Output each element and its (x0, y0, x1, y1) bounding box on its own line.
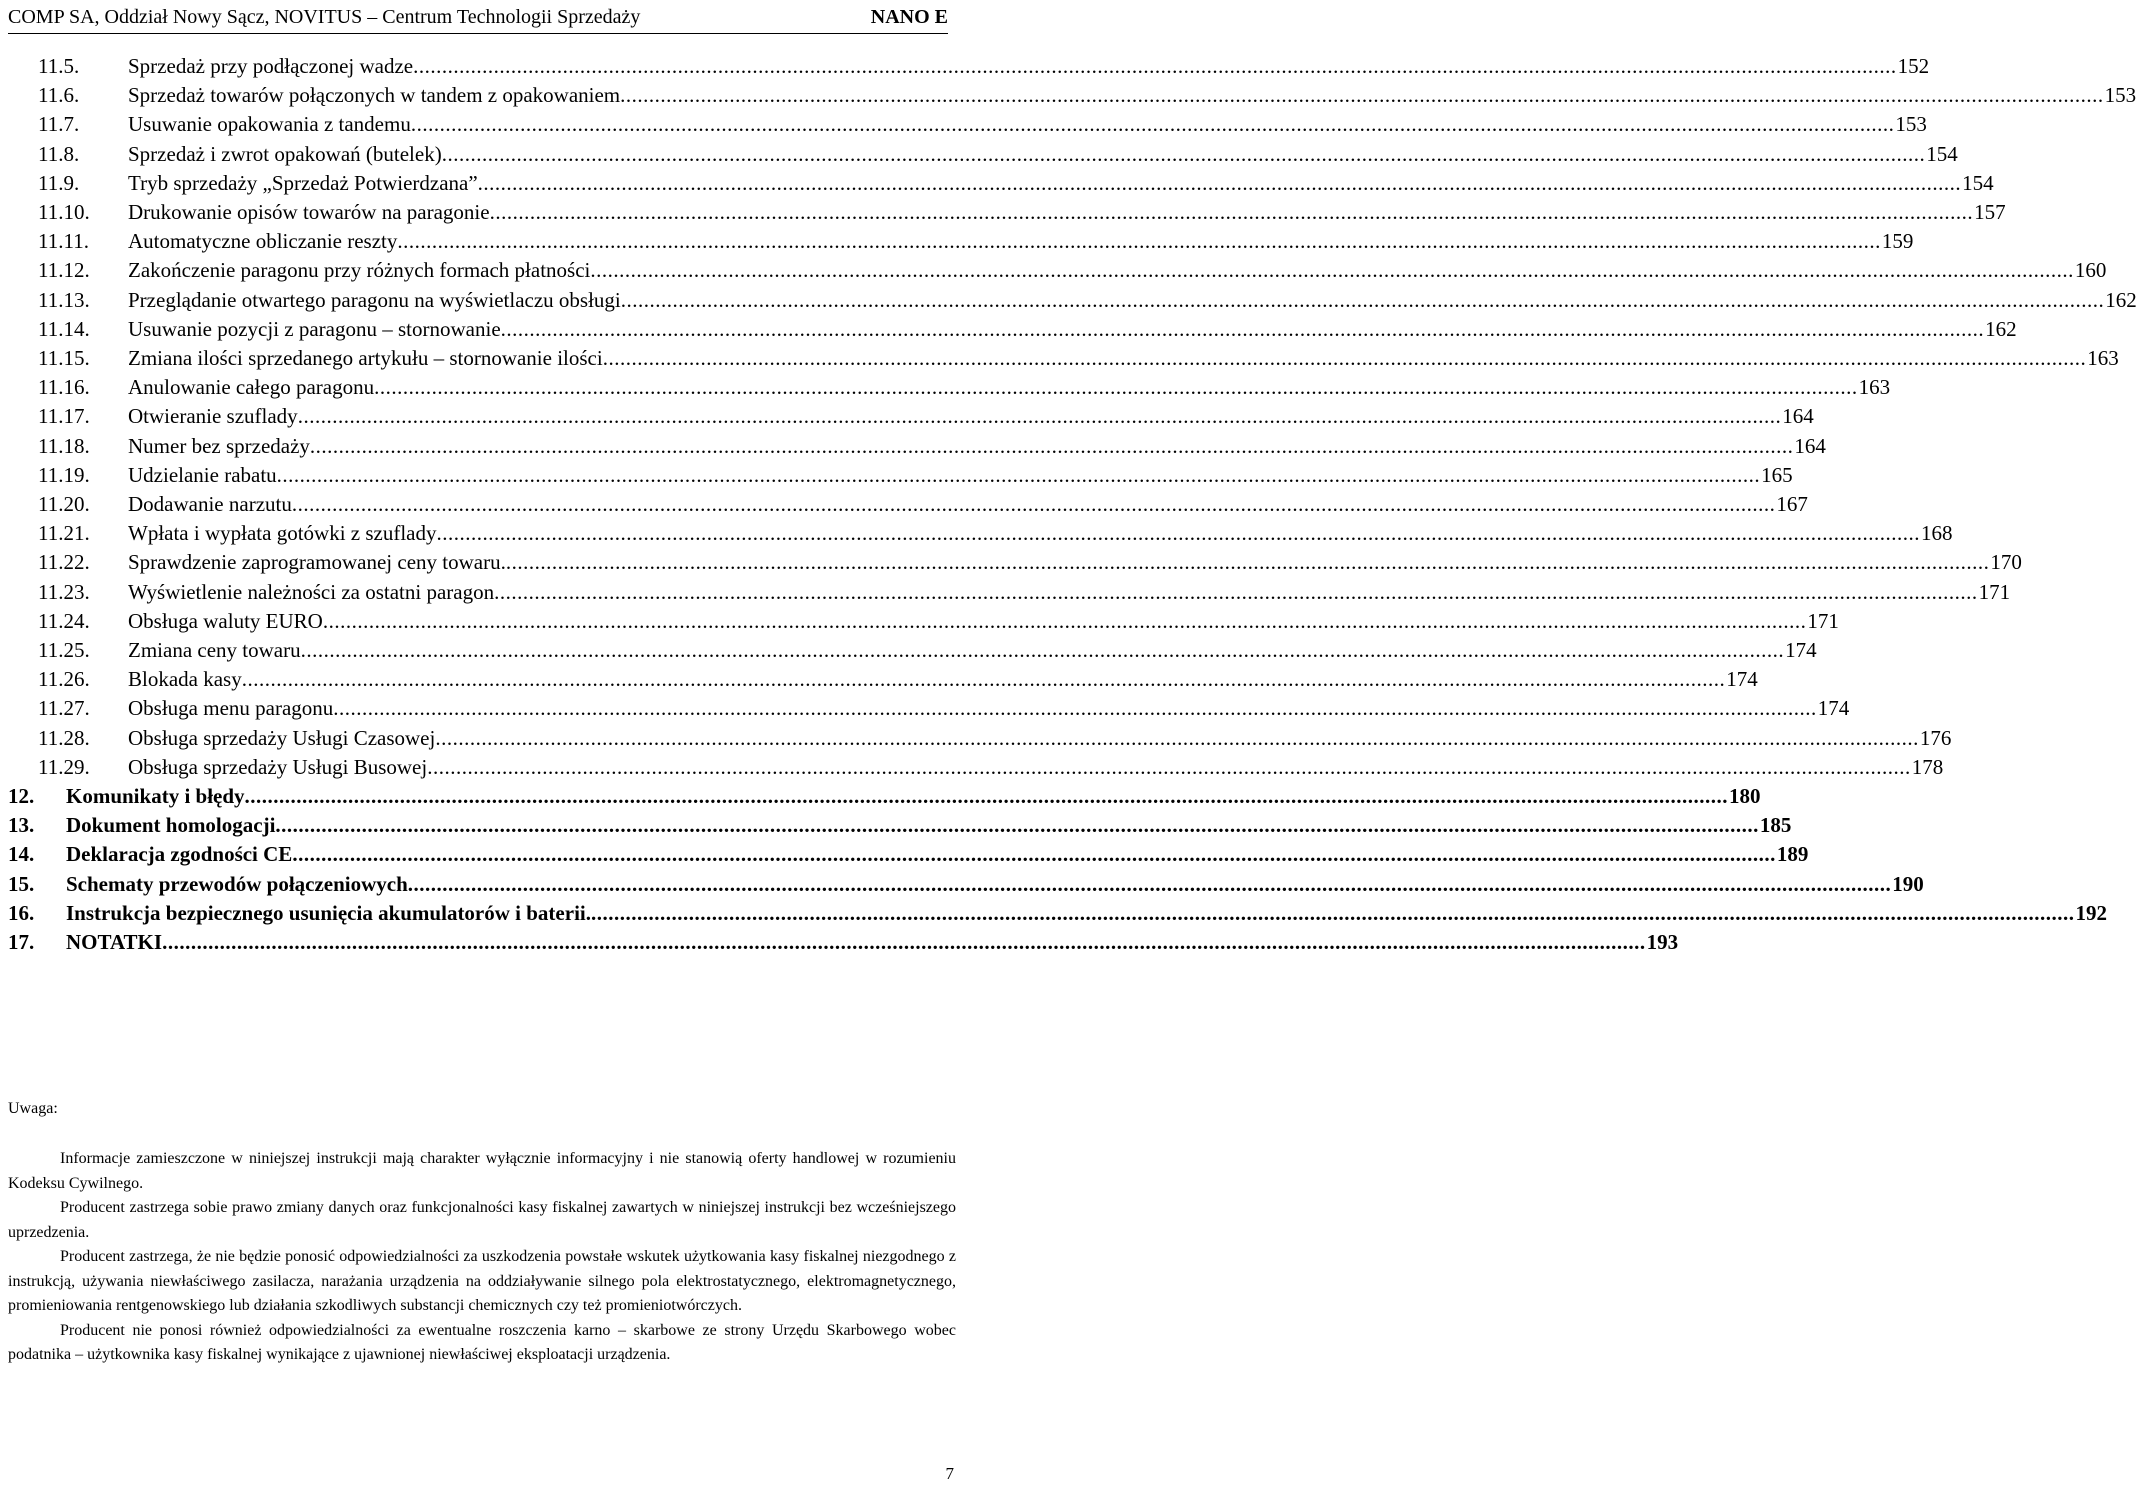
toc-entry-title: Usuwanie opakowania z tandemu (128, 112, 411, 137)
toc-entry-number: 11.19. (38, 462, 90, 487)
toc-entry-title: Deklaracja zgodności CE (66, 842, 293, 867)
toc-entry-title: Wpłata i wypłata gotówki z szuflady (128, 521, 437, 546)
toc-entry-number: 11.18. (38, 433, 90, 458)
toc-leader-dots (292, 840, 1776, 869)
toc-leader-dots (298, 402, 1782, 431)
toc-entry-page: 154 (1962, 170, 1994, 195)
toc-entry-number: 11.20. (38, 492, 90, 516)
toc-leader-dots (427, 753, 1911, 782)
toc-entry-number: 13. (8, 813, 35, 838)
toc-entry[interactable] (38, 52, 1930, 81)
toc-entry-page: 189 (1776, 842, 1809, 867)
toc-leader-dots (413, 52, 1897, 81)
notice-paragraph: Producent zastrzega sobie prawo zmiany danych oraz funkcjonalności kasy fiskalnej zawartych w niniejszej instrukcji bez wcześniejszego uprzedzenia. (8, 1199, 956, 1241)
toc-entry[interactable] (38, 286, 2137, 315)
toc-entry-number: 11.23. (38, 579, 90, 604)
toc-entry-number: 11.5. (38, 54, 80, 78)
toc-entry[interactable] (38, 315, 2017, 344)
toc-entry[interactable] (38, 402, 1814, 431)
toc-entry[interactable] (8, 870, 1924, 899)
toc-entry-title: Komunikaty i błędy (66, 784, 245, 808)
toc-leader-dots (621, 286, 2105, 315)
toc-entry[interactable] (38, 694, 1850, 723)
toc-leader-dots (591, 899, 2075, 928)
toc-leader-dots (501, 315, 1985, 344)
toc-entry-page: 163 (1858, 375, 1891, 400)
toc-entry[interactable] (38, 432, 1826, 461)
toc-entry-title: Numer bez sprzedaży (128, 433, 310, 458)
toc-entry[interactable] (38, 110, 1927, 139)
toc-entry-page: 171 (1978, 579, 2011, 604)
toc-entry[interactable] (38, 140, 1958, 169)
toc-entry-page: 174 (1817, 696, 1850, 721)
toc-entry-title: Automatyczne obliczanie reszty (128, 229, 398, 254)
toc-entry-title: Dodawanie narzutu (128, 492, 292, 516)
toc-entry-page: 153 (2104, 83, 2137, 108)
toc-entry[interactable] (38, 373, 1891, 402)
notice-paragraph: Producent zastrzega, że nie będzie ponosić odpowiedzialności za uszkodzenia powstałe wskutek użytkowania kasy fiskalnej niezgodnego z instrukcją, używania niewłaściwego zasilacza, narażania urządzenia na oddziaływanie silnego pola elektrostatycznego, elektromagnetycznego, promieniowania rentgenowskiego lub działania szkodliwych substancji chemicznych czy też promieniotwórczych. (8, 1248, 956, 1314)
toc-entry-number: 11.14. (38, 316, 90, 341)
toc-entry[interactable] (8, 928, 1679, 957)
toc-leader-dots (590, 256, 2074, 285)
notice-body (8, 1147, 956, 1368)
toc-entry-number: 11.21. (38, 521, 90, 546)
toc-entry-title: Obsługa sprzedaży Usługi Czasowej (128, 725, 436, 750)
toc-entry[interactable] (38, 519, 1953, 548)
toc-entry-title: Zmiana ceny towaru (128, 638, 301, 662)
toc-entry-title: Sprzedaż i zwrot opakowań (butelek) (128, 141, 442, 166)
toc-entry-page: 174 (1726, 667, 1758, 692)
toc-entry[interactable] (38, 169, 1994, 198)
toc-entry-number: 11.12. (38, 258, 90, 283)
toc-leader-dots (242, 665, 1726, 694)
toc-entry[interactable] (38, 227, 1914, 256)
toc-entry-title: Blokada kasy (128, 667, 242, 692)
toc-entry-title: Usuwanie pozycji z paragonu – stornowanie (128, 316, 501, 341)
toc-leader-dots (478, 169, 1962, 198)
toc-entry-page: 176 (1919, 725, 1952, 750)
toc-entry-number: 11.29. (38, 754, 90, 779)
toc-entry-page: 159 (1881, 229, 1914, 254)
toc-entry-page: 178 (1911, 754, 1944, 779)
toc-entry-title: Anulowanie całego paragonu (128, 375, 375, 400)
toc-entry-title: Sprzedaż przy podłączonej wadze (128, 54, 414, 78)
toc-entry-title: Drukowanie opisów towarów na paragonie (128, 200, 490, 224)
toc-entry-page: 160 (2074, 258, 2107, 283)
toc-entry-number: 11.7. (38, 112, 80, 137)
toc-entry-number: 11.22. (38, 550, 90, 575)
toc-entry-title: Tryb sprzedaży „Sprzedaż Potwierdzana” (128, 170, 478, 195)
toc-entry-title: NOTATKI (66, 930, 163, 954)
toc-entry-page: 190 (1892, 871, 1924, 896)
toc-entry-page: 154 (1926, 141, 1958, 166)
toc-leader-dots (245, 782, 1729, 811)
toc-entry[interactable] (38, 724, 1952, 753)
toc-entry-page: 185 (1759, 813, 1792, 838)
toc-entry[interactable] (38, 548, 2022, 577)
toc-entry[interactable] (38, 607, 1839, 636)
toc-entry-title: Instrukcja bezpiecznego usunięcia akumulatorów i baterii. (66, 900, 591, 925)
toc-entry[interactable] (38, 461, 1793, 490)
toc-leader-dots (374, 373, 1858, 402)
toc-entry-title: Wyświetlenie należności za ostatni paragon (128, 579, 495, 604)
toc-entry-title: Obsługa sprzedaży Usługi Busowej (128, 754, 428, 779)
toc-entry-page: 164 (1794, 433, 1826, 458)
toc-leader-dots (162, 928, 1646, 957)
toc-entry-page: 180 (1729, 784, 1761, 808)
toc-entry-number: 11.9. (38, 170, 80, 195)
toc-entry[interactable] (38, 81, 2137, 110)
toc-leader-dots (620, 81, 2104, 110)
page-number: 7 (945, 1464, 954, 1483)
toc-entry-number: 15. (8, 871, 35, 896)
toc-entry-number: 11.25. (38, 638, 90, 662)
toc-leader-dots (397, 227, 1881, 256)
toc-entry-page: 168 (1921, 521, 1953, 546)
toc-entry[interactable] (8, 840, 1809, 869)
toc-entry-page: 170 (1990, 550, 2022, 575)
toc-entry-page: 162 (1985, 316, 2017, 341)
toc-entry-number: 11.26. (38, 667, 90, 692)
toc-leader-dots (277, 461, 1761, 490)
toc-entry-number: 11.27. (38, 696, 90, 721)
toc-entry-number: 11.17. (38, 404, 90, 429)
toc-leader-dots (310, 432, 1794, 461)
toc-leader-dots (275, 811, 1759, 840)
toc-leader-dots (603, 344, 2087, 373)
toc-entry-title: Sprzedaż towarów połączonych w tandem z opakowaniem (128, 83, 621, 108)
toc-entry-title: Otwieranie szuflady (128, 404, 298, 429)
toc-leader-dots (301, 636, 1785, 665)
toc-leader-dots (442, 140, 1926, 169)
toc-entry-number: 11.8. (38, 141, 80, 166)
toc-entry-number: 11.24. (38, 608, 90, 633)
toc-entry-number: 11.13. (38, 287, 90, 312)
toc-entry-title: Przeglądanie otwartego paragonu na wyświetlaczu obsługi (128, 287, 621, 312)
toc-entry-number: 14. (8, 842, 35, 867)
toc-leader-dots (435, 724, 1919, 753)
toc-entry[interactable] (38, 344, 2119, 373)
notice-heading: Uwaga: (8, 1100, 58, 1117)
toc-entry[interactable] (38, 198, 2006, 227)
toc-entry-title: Udzielanie rabatu (128, 462, 277, 487)
toc-entry-number: 17. (8, 930, 35, 954)
toc-leader-dots (323, 607, 1807, 636)
toc-entry-page: 152 (1897, 54, 1930, 78)
toc-leader-dots (408, 870, 1892, 899)
toc-entry-title: Sprawdzenie zaprogramowanej ceny towaru. (128, 550, 506, 575)
toc-leader-dots (292, 490, 1776, 519)
toc-entry-page: 162 (2105, 287, 2137, 312)
toc-entry-number: 11.6. (38, 83, 80, 108)
toc-entry-page: 171 (1807, 608, 1839, 633)
toc-entry-number: 11.11. (38, 229, 89, 254)
toc-entry-page: 174 (1785, 638, 1817, 662)
toc-leader-dots (411, 110, 1895, 139)
toc-leader-dots (490, 198, 1974, 227)
toc-entry-page: 167 (1776, 492, 1808, 516)
toc-entry-title: Obsługa menu paragonu (128, 696, 334, 721)
toc-entry-number: 12. (8, 784, 35, 808)
toc-entry[interactable] (38, 490, 1808, 519)
toc-entry-number: 16. (8, 900, 35, 925)
toc-entry[interactable] (8, 811, 1792, 840)
toc-leader-dots (506, 548, 1990, 577)
page-header (8, 0, 948, 34)
toc-entry-page: 192 (2075, 900, 2107, 925)
toc-entry-number: 11.10. (38, 200, 90, 224)
toc-entry-number: 11.15. (38, 346, 90, 370)
toc-entry-title: Schematy przewodów połączeniowych (66, 871, 408, 896)
toc-entry-number: 11.28. (38, 725, 90, 750)
toc-leader-dots (333, 694, 1817, 723)
toc-entry-title: Zmiana ilości sprzedanego artykułu – stornowanie ilości (128, 346, 603, 370)
toc-entry[interactable] (8, 782, 1761, 811)
toc-entry-title: Obsługa waluty EURO (128, 608, 323, 633)
toc-entry-page: 157 (1974, 200, 2006, 224)
toc-entry-page: 163 (2087, 346, 2119, 370)
header-title: COMP SA, Oddział Nowy Sącz, NOVITUS – Centrum Technologii Sprzedaży (8, 6, 641, 28)
toc-leader-dots (437, 519, 1921, 548)
toc-entry-page: 193 (1646, 930, 1679, 954)
notice-paragraph: Informacje zamieszczone w niniejszej instrukcji mają charakter wyłącznie informacyjny i nie stanowią oferty handlowej w rozumieniu Kodeksu Cywilnego. (8, 1150, 956, 1192)
header-model: NANO E (870, 6, 948, 28)
toc-entry[interactable] (38, 578, 2011, 607)
toc-leader-dots (494, 578, 1978, 607)
toc-entry-number: 11.16. (38, 375, 90, 400)
toc-entry-page: 164 (1782, 404, 1814, 429)
toc-entry[interactable] (8, 899, 2107, 928)
toc-entry[interactable] (38, 636, 1817, 665)
toc-entry-page: 165 (1761, 462, 1793, 487)
toc-entry-title: Zakończenie paragonu przy różnych formach płatności (128, 258, 591, 283)
toc-entry-page: 153 (1895, 112, 1927, 137)
toc-entry-title: Dokument homologacji (66, 813, 276, 838)
notice-paragraph: Producent nie ponosi również odpowiedzialności za ewentualne roszczenia karno – skarbowe ze strony Urzędu Skarbowego wobec podatnika – użytkownika kasy fiskalnej wynikające z ujawnionej niewłaściwej eksploatacji urządzenia. (8, 1321, 956, 1363)
toc-entry[interactable] (38, 753, 1944, 782)
toc-entry[interactable] (38, 256, 2107, 285)
toc-entry[interactable] (38, 665, 1758, 694)
